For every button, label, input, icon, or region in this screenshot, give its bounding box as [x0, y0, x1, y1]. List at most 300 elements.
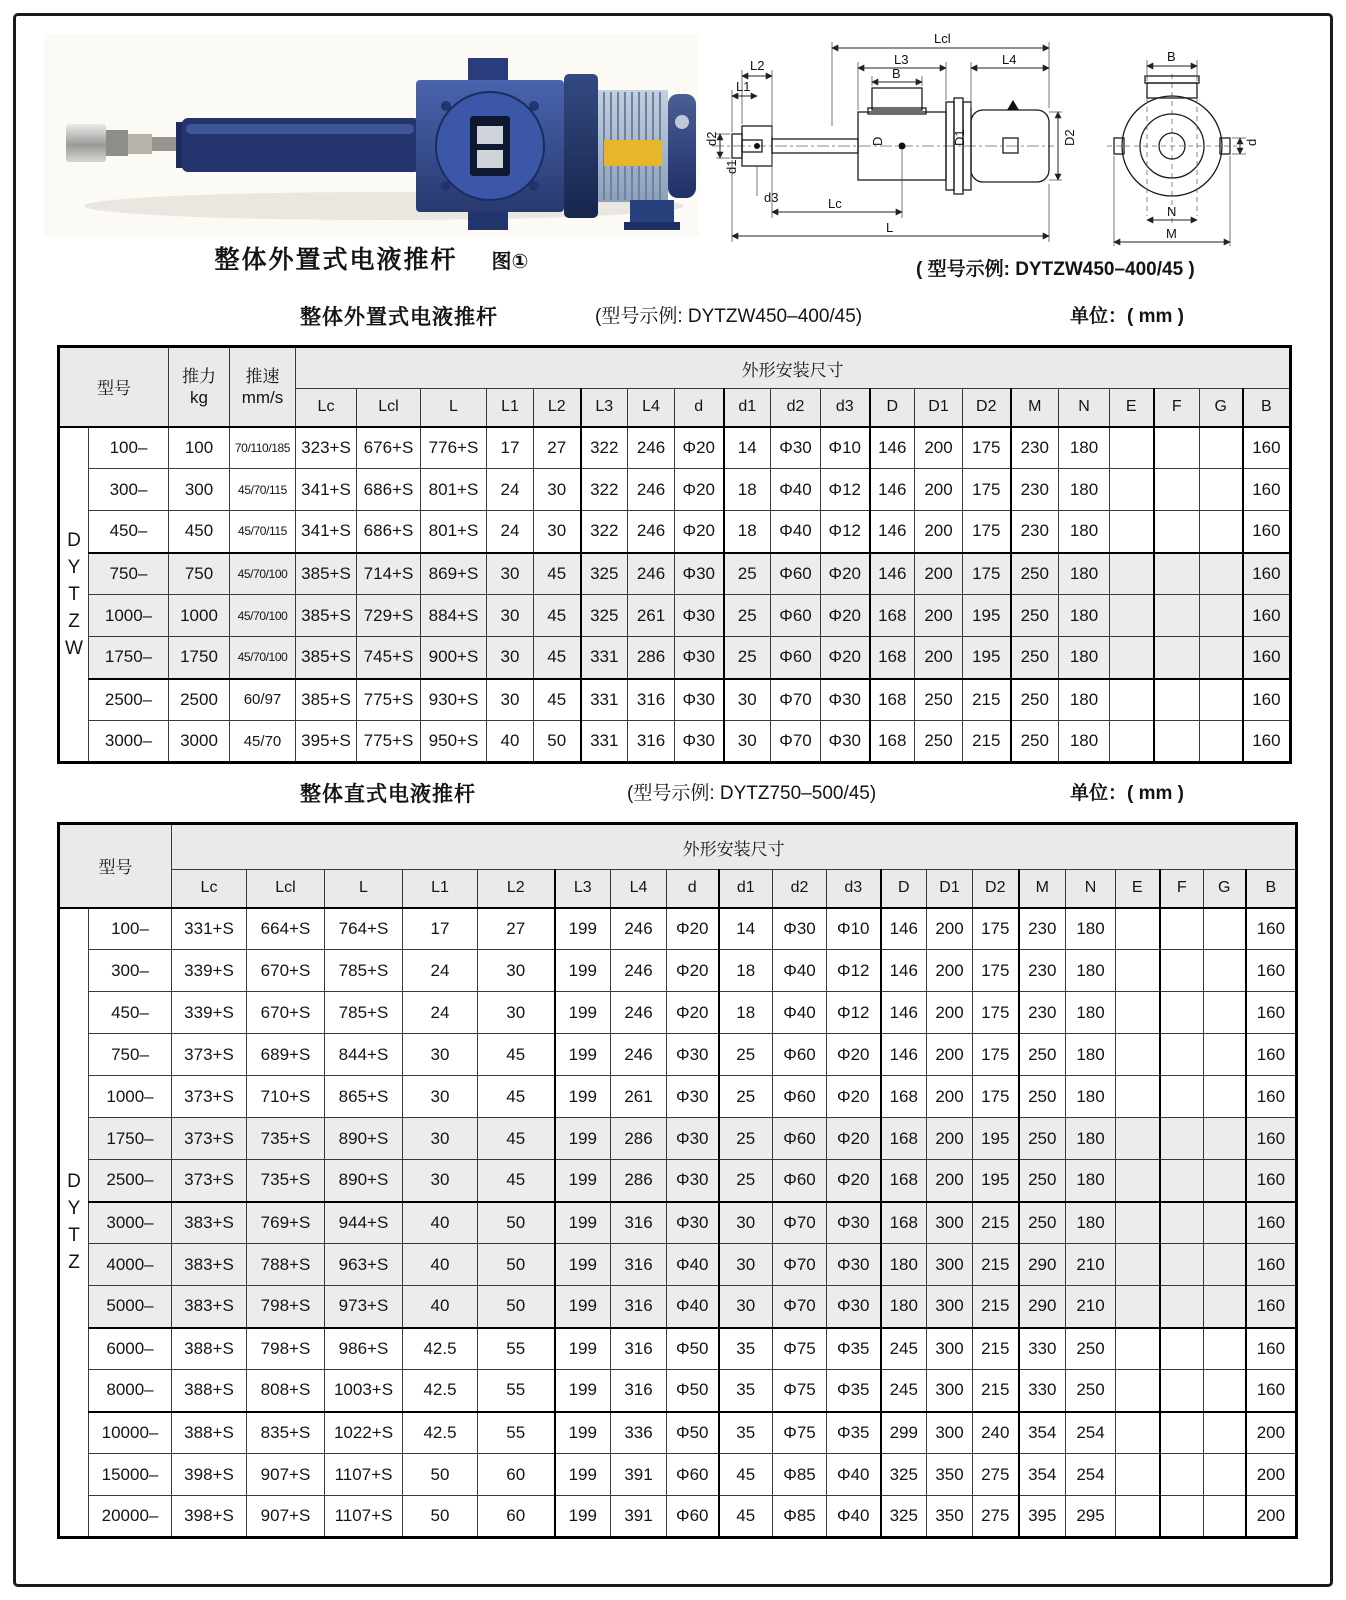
dim-cell: Φ30	[675, 553, 724, 595]
series-letter: Y	[67, 556, 81, 578]
series-letter: T	[68, 1225, 80, 1247]
table1-title-bar	[57, 301, 1290, 333]
dim-cell	[1116, 1160, 1160, 1202]
dim-cell: 160	[1243, 553, 1291, 595]
dim-cell: 383+S	[172, 1286, 247, 1328]
table1-subtitle: (型号示例: DYTZW450–400/45)	[595, 306, 863, 327]
dim-cell	[1116, 1454, 1160, 1496]
dim-cell: Φ30	[827, 1286, 881, 1328]
dim-cell: 200	[915, 427, 963, 469]
dim-cell: 17	[403, 908, 478, 950]
table1-header-row-1	[59, 347, 1291, 389]
dim-cell	[1200, 469, 1243, 511]
dim-cell: 146	[870, 427, 915, 469]
dim-cell	[1200, 721, 1243, 763]
dim-cell: 775+S	[357, 721, 421, 763]
dim-column-header: D2	[973, 870, 1019, 908]
dim-cell: Φ40	[771, 511, 821, 553]
dim-cell: 160	[1243, 469, 1291, 511]
dim-cell: Φ20	[675, 427, 724, 469]
dim-cell: 300	[927, 1244, 973, 1286]
table2-title: 整体直式电液推杆	[300, 783, 476, 806]
dim-cell: 261	[611, 1076, 667, 1118]
dim-cell: 168	[870, 721, 915, 763]
dim-cell	[1160, 1160, 1204, 1202]
dim-cell: 245	[881, 1328, 927, 1370]
series-letter: T	[68, 583, 80, 605]
dim-cell	[1116, 1328, 1160, 1370]
dim-cell: 199	[555, 1244, 611, 1286]
dim-cell	[1204, 1412, 1246, 1454]
dim-cell: Φ10	[827, 908, 881, 950]
dim-cell: 45	[478, 1118, 555, 1160]
dim-cell: Φ40	[827, 1454, 881, 1496]
dim-cell: 195	[973, 1118, 1019, 1160]
dim-cell: 1107+S	[325, 1496, 403, 1538]
dim-cell: 18	[719, 950, 773, 992]
dim-cell: 160	[1243, 427, 1291, 469]
dim-cell: 316	[611, 1286, 667, 1328]
dim-cell	[1200, 553, 1243, 595]
dim-cell: 25	[719, 1076, 773, 1118]
dim-cell: 350	[927, 1454, 973, 1496]
dim-column-header: F	[1160, 870, 1204, 908]
dim-cell	[1110, 595, 1154, 637]
dim-cell: 689+S	[247, 1034, 325, 1076]
dim-cell: 395+S	[296, 721, 357, 763]
dim-cell: 17	[487, 427, 534, 469]
dim-cell: Φ70	[773, 1202, 827, 1244]
dim-cell: 180	[1059, 511, 1110, 553]
dim-column-header: d2	[773, 870, 827, 908]
dim-cell: Φ70	[773, 1244, 827, 1286]
table-row	[59, 1496, 1297, 1538]
dim-cell: 30	[487, 553, 534, 595]
dim-cell: 30	[534, 511, 581, 553]
dim-cell: 230	[1011, 469, 1059, 511]
dim-label-d3: d3	[764, 190, 779, 205]
dim-cell: 55	[478, 1370, 555, 1412]
dim-cell: 388+S	[172, 1412, 247, 1454]
dim-cell	[1200, 637, 1243, 679]
technical-drawing	[702, 28, 1268, 254]
dim-cell: 195	[973, 1160, 1019, 1202]
dim-cell: Φ20	[667, 992, 719, 1034]
dim-cell: 50	[403, 1454, 478, 1496]
dim-cell: 30	[487, 595, 534, 637]
dim-cell: Φ12	[821, 511, 870, 553]
dim-cell: 686+S	[357, 469, 421, 511]
dim-cell: 25	[719, 1118, 773, 1160]
dim-cell: 215	[963, 679, 1011, 721]
dim-cell: 180	[1066, 1034, 1116, 1076]
dim-label-l4: L4	[1002, 52, 1017, 67]
dim-cell	[1116, 1286, 1160, 1328]
dim-cell: Φ12	[827, 992, 881, 1034]
dim-cell: Φ40	[827, 1496, 881, 1538]
dim-cell	[1110, 511, 1154, 553]
model-cell: 20000–	[89, 1496, 172, 1538]
table-row	[59, 427, 1291, 469]
speed-column-header	[230, 347, 296, 427]
dim-cell: 50	[534, 721, 581, 763]
dim-column-header: M	[1019, 870, 1066, 908]
table1-title: 整体外置式电液推杆	[300, 306, 498, 329]
product-photo	[44, 34, 699, 236]
dim-cell: 900+S	[421, 637, 487, 679]
dim-cell: 146	[881, 908, 927, 950]
dim-cell: 1107+S	[325, 1454, 403, 1496]
dim-cell: 710+S	[247, 1076, 325, 1118]
dim-cell: 385+S	[296, 679, 357, 721]
dim-cell: 230	[1019, 908, 1066, 950]
dim-column-header: L2	[534, 389, 581, 427]
dim-cell: 168	[870, 637, 915, 679]
dim-cell: Φ70	[771, 721, 821, 763]
dim-cell: Φ75	[773, 1412, 827, 1454]
dim-cell: Φ60	[667, 1496, 719, 1538]
dim-cell: 350	[927, 1496, 973, 1538]
dim-cell: 200	[927, 1076, 973, 1118]
dim-cell: 250	[1011, 553, 1059, 595]
dim-cell: 180	[1066, 1076, 1116, 1118]
model-cell: 2500–	[89, 679, 169, 721]
dim-cell: 160	[1246, 1160, 1297, 1202]
dim-cell	[1204, 1244, 1246, 1286]
dim-cell: 986+S	[325, 1328, 403, 1370]
dim-cell: Φ50	[667, 1412, 719, 1454]
dim-cell: 25	[719, 1034, 773, 1076]
dim-cell	[1160, 1412, 1204, 1454]
dim-column-header: d	[667, 870, 719, 908]
dim-cell: 199	[555, 992, 611, 1034]
dim-cell: 250	[1066, 1328, 1116, 1370]
dim-label-ev-b: B	[1167, 49, 1176, 64]
dim-cell: 230	[1019, 950, 1066, 992]
dim-cell: 907+S	[247, 1454, 325, 1496]
dim-label-lcl: Lcl	[934, 31, 951, 46]
dim-cell: 330	[1019, 1370, 1066, 1412]
table2-header	[59, 824, 1297, 908]
dim-cell	[1154, 427, 1200, 469]
dim-cell	[1160, 1496, 1204, 1538]
dim-column-header: G	[1200, 389, 1243, 427]
dim-cell: 180	[1066, 1118, 1116, 1160]
dim-cell	[1204, 1370, 1246, 1412]
dim-cell: 200	[927, 908, 973, 950]
dim-cell	[1116, 950, 1160, 992]
dim-cell: 200	[927, 992, 973, 1034]
model-cell: 1000–	[89, 595, 169, 637]
force-cell: 450	[169, 511, 230, 553]
dim-cell: 200	[1246, 1496, 1297, 1538]
dim-cell: 200	[915, 553, 963, 595]
dim-cell: 40	[403, 1202, 478, 1244]
dim-cell: Φ75	[773, 1328, 827, 1370]
speed-header-text: 推速	[245, 366, 280, 386]
dim-cell: 55	[478, 1412, 555, 1454]
table1-header	[59, 347, 1291, 427]
dim-label-ev-n: N	[1167, 204, 1177, 219]
dim-cell: Φ50	[667, 1370, 719, 1412]
dim-cell: 331	[581, 637, 628, 679]
dim-column-header: N	[1066, 870, 1116, 908]
dim-cell: 735+S	[247, 1160, 325, 1202]
figure-number-label: 图①	[491, 251, 529, 273]
dim-cell: 398+S	[172, 1496, 247, 1538]
dim-cell: 180	[1066, 1160, 1116, 1202]
dim-cell: 40	[487, 721, 534, 763]
force-cell: 1000	[169, 595, 230, 637]
dim-cell: 180	[1066, 1202, 1116, 1244]
dim-cell	[1204, 1118, 1246, 1160]
dim-cell: 322	[581, 511, 628, 553]
dim-cell: 215	[973, 1370, 1019, 1412]
dim-cell: 30	[478, 992, 555, 1034]
dim-label-D1: D1	[952, 129, 967, 146]
dim-cell: 160	[1243, 511, 1291, 553]
table-row	[59, 908, 1297, 950]
dim-cell: 160	[1243, 721, 1291, 763]
dim-cell: 215	[973, 1328, 1019, 1370]
dim-cell: Φ20	[827, 1160, 881, 1202]
dim-cell: 199	[555, 1412, 611, 1454]
dim-cell: Φ40	[771, 469, 821, 511]
dim-cell: 210	[1066, 1244, 1116, 1286]
dim-cell: 383+S	[172, 1202, 247, 1244]
dim-cell	[1110, 427, 1154, 469]
dim-cell: 250	[1019, 1076, 1066, 1118]
model-cell: 3000–	[89, 1202, 172, 1244]
model-cell: 1750–	[89, 637, 169, 679]
dim-cell: 835+S	[247, 1412, 325, 1454]
dim-cell: 200	[927, 1118, 973, 1160]
dim-cell: 788+S	[247, 1244, 325, 1286]
dim-cell: 45	[534, 595, 581, 637]
dim-cell: 50	[478, 1244, 555, 1286]
dim-cell: Φ12	[827, 950, 881, 992]
dim-cell: 798+S	[247, 1286, 325, 1328]
dim-cell: 373+S	[172, 1076, 247, 1118]
force-unit-text: kg	[190, 387, 208, 407]
dim-cell: 341+S	[296, 511, 357, 553]
dim-cell: 30	[403, 1118, 478, 1160]
dim-cell: 250	[1011, 637, 1059, 679]
dim-cell: 50	[403, 1496, 478, 1538]
dim-cell: 199	[555, 1076, 611, 1118]
dim-cell	[1204, 1328, 1246, 1370]
dim-column-header: Lc	[172, 870, 247, 908]
dim-cell	[1154, 511, 1200, 553]
dim-cell: 146	[881, 992, 927, 1034]
dim-label-D2: D2	[1062, 129, 1077, 146]
dim-cell	[1160, 908, 1204, 950]
dim-cell	[1204, 1160, 1246, 1202]
dim-cell: 45	[478, 1160, 555, 1202]
dim-cell: 246	[628, 469, 675, 511]
dim-cell: 286	[628, 637, 675, 679]
dim-cell: 325	[581, 553, 628, 595]
dim-cell	[1116, 1244, 1160, 1286]
dim-cell: 200	[927, 1160, 973, 1202]
dim-cell: 246	[611, 1034, 667, 1076]
dim-cell	[1204, 950, 1246, 992]
dim-cell: 30	[719, 1202, 773, 1244]
dim-cell: 286	[611, 1160, 667, 1202]
dim-cell	[1200, 511, 1243, 553]
dim-cell: 341+S	[296, 469, 357, 511]
table-row	[59, 1328, 1297, 1370]
dim-cell: 199	[555, 1034, 611, 1076]
table2-header-row-1	[59, 824, 1297, 870]
dim-column-header: D1	[927, 870, 973, 908]
dim-cell: 373+S	[172, 1118, 247, 1160]
dim-cell	[1160, 1244, 1204, 1286]
table-row	[59, 679, 1291, 721]
speed-cell: 45/70/100	[230, 637, 296, 679]
dim-cell: 175	[973, 1034, 1019, 1076]
dim-cell	[1204, 1202, 1246, 1244]
dim-cell: 250	[1011, 679, 1059, 721]
dim-column-header: L1	[403, 870, 478, 908]
table-row	[59, 1202, 1297, 1244]
dim-cell: 30	[478, 950, 555, 992]
dim-cell: 168	[881, 1160, 927, 1202]
model-column-header: 型号	[59, 347, 169, 427]
dim-cell: Φ30	[773, 908, 827, 950]
dim-cell: 146	[881, 1034, 927, 1076]
dim-cell: Φ30	[827, 1244, 881, 1286]
dim-cell: 18	[724, 469, 771, 511]
dim-cell: Φ20	[667, 950, 719, 992]
motor-nameplate	[604, 140, 662, 166]
dim-cell: 325	[581, 595, 628, 637]
dim-cell: 230	[1011, 427, 1059, 469]
dim-cell: 14	[724, 427, 771, 469]
dim-cell: 388+S	[172, 1370, 247, 1412]
dim-column-header: d1	[724, 389, 771, 427]
model-cell: 2500–	[89, 1160, 172, 1202]
dim-cell: Φ30	[821, 679, 870, 721]
dim-cell: 300	[927, 1286, 973, 1328]
dim-cell: 300	[927, 1202, 973, 1244]
dim-cell	[1160, 1286, 1204, 1328]
dim-cell	[1110, 469, 1154, 511]
dim-cell: 245	[881, 1370, 927, 1412]
dim-cell: 160	[1246, 1328, 1297, 1370]
table-row	[59, 1034, 1297, 1076]
dim-cell: 45	[534, 679, 581, 721]
dim-cell: 168	[881, 1202, 927, 1244]
dim-cell: 195	[963, 595, 1011, 637]
dim-cell: 25	[724, 595, 771, 637]
series-letter: Z	[68, 610, 80, 632]
dim-cell	[1116, 1496, 1160, 1538]
dim-cell: 246	[628, 553, 675, 595]
dim-cell: 146	[881, 950, 927, 992]
dims-group-header: 外形安装尺寸	[172, 824, 1297, 870]
dim-cell	[1110, 637, 1154, 679]
dim-cell: 383+S	[172, 1244, 247, 1286]
dim-cell: 973+S	[325, 1286, 403, 1328]
dim-cell: 160	[1243, 595, 1291, 637]
dim-cell: Φ60	[667, 1454, 719, 1496]
dim-cell: 373+S	[172, 1034, 247, 1076]
dim-cell: Φ20	[827, 1118, 881, 1160]
model-cell: 3000–	[89, 721, 169, 763]
dim-cell	[1204, 1286, 1246, 1328]
dim-cell: 295	[1066, 1496, 1116, 1538]
dim-cell	[1204, 1454, 1246, 1496]
dim-cell: 316	[611, 1202, 667, 1244]
dim-column-header: Lcl	[357, 389, 421, 427]
table-row	[59, 511, 1291, 553]
dim-cell	[1200, 679, 1243, 721]
dim-cell: 168	[870, 679, 915, 721]
dim-cell: 300	[927, 1328, 973, 1370]
dim-cell: 199	[555, 1496, 611, 1538]
dim-column-header: D	[881, 870, 927, 908]
dim-cell: 24	[403, 992, 478, 1034]
dim-cell: 250	[1019, 1118, 1066, 1160]
series-label	[59, 427, 89, 763]
dim-cell	[1160, 1202, 1204, 1244]
dim-cell: 323+S	[296, 427, 357, 469]
dim-column-header: L4	[611, 870, 667, 908]
dim-cell: 240	[973, 1412, 1019, 1454]
dim-cell: 250	[915, 721, 963, 763]
dim-cell	[1110, 679, 1154, 721]
dim-cell: 944+S	[325, 1202, 403, 1244]
table-row	[59, 1244, 1297, 1286]
dim-cell: 160	[1246, 950, 1297, 992]
model-cell: 450–	[89, 511, 169, 553]
dim-cell: Φ60	[771, 595, 821, 637]
dim-cell: 963+S	[325, 1244, 403, 1286]
model-cell: 300–	[89, 950, 172, 992]
dim-cell: 24	[487, 469, 534, 511]
dim-cell: 300	[927, 1412, 973, 1454]
dim-cell: 200	[927, 950, 973, 992]
dim-cell	[1116, 992, 1160, 1034]
dim-cell: 42.5	[403, 1370, 478, 1412]
force-cell: 750	[169, 553, 230, 595]
dim-label-l: L	[886, 220, 894, 235]
dim-cell: 246	[628, 427, 675, 469]
dim-cell: Φ30	[667, 1202, 719, 1244]
dim-column-header: B	[1246, 870, 1297, 908]
dim-cell: Φ30	[771, 427, 821, 469]
dim-cell: Φ30	[675, 679, 724, 721]
dim-cell	[1204, 1034, 1246, 1076]
force-cell: 300	[169, 469, 230, 511]
end-view-dimensions	[1114, 49, 1259, 246]
technical-drawing-svg	[702, 28, 1268, 254]
model-cell: 6000–	[89, 1328, 172, 1370]
dim-cell: 45	[478, 1076, 555, 1118]
dim-cell: 200	[915, 511, 963, 553]
dim-cell: 160	[1246, 1202, 1297, 1244]
dim-cell: Φ20	[667, 908, 719, 950]
center-block	[416, 58, 564, 230]
dim-column-header: G	[1204, 870, 1246, 908]
dim-cell	[1200, 427, 1243, 469]
dim-cell: 215	[973, 1286, 1019, 1328]
dim-label-l3: L3	[894, 52, 909, 67]
dim-cell: Φ12	[821, 469, 870, 511]
dim-cell: 745+S	[357, 637, 421, 679]
dim-cell: 195	[963, 637, 1011, 679]
